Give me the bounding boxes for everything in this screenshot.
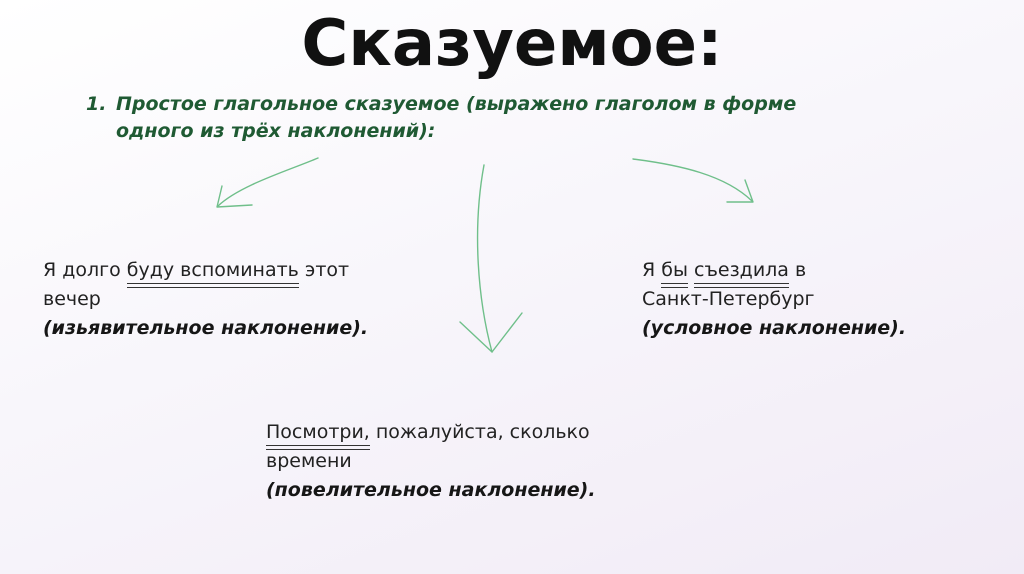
predicate-indicative: буду вспоминать (127, 259, 299, 284)
example-bottom-line2: времени (266, 450, 352, 472)
predicate-imperative: Посмотри, (266, 421, 370, 446)
arrow-left-head-icon (217, 186, 252, 207)
arrow-left-icon (218, 158, 318, 206)
arrow-middle-icon (478, 165, 492, 352)
example-left-text-end: этот (298, 259, 350, 281)
mood-indicative: (изьявительное наклонение). (43, 317, 369, 339)
example-bottom-text: пожалуйста, сколько (369, 421, 590, 443)
example-left-text: Я долго (43, 259, 127, 281)
definition-line-1: Простое глагольное сказуемое (выражено глаголом в форме (116, 93, 797, 115)
example-conditional (642, 256, 1002, 343)
predicate-conditional-verb: съездила (694, 259, 789, 284)
example-indicative (43, 256, 463, 343)
example-left-line2: вечер (43, 288, 101, 310)
example-right-text: Я (642, 259, 662, 281)
slide-title: Сказуемое: (301, 7, 723, 81)
example-right-text-end: в (788, 259, 807, 281)
example-imperative (266, 418, 706, 505)
mood-conditional: (условное наклонение). (642, 317, 907, 339)
mood-imperative: (повелительное наклонение). (266, 479, 596, 501)
example-right-line2: Санкт-Петербург (642, 288, 815, 310)
definition-number: 1. (86, 93, 107, 115)
predicate-conditional-particle: бы (661, 259, 688, 284)
arrow-right-icon (633, 159, 752, 201)
definition-line-2: одного из трёх наклонений): (116, 120, 436, 142)
